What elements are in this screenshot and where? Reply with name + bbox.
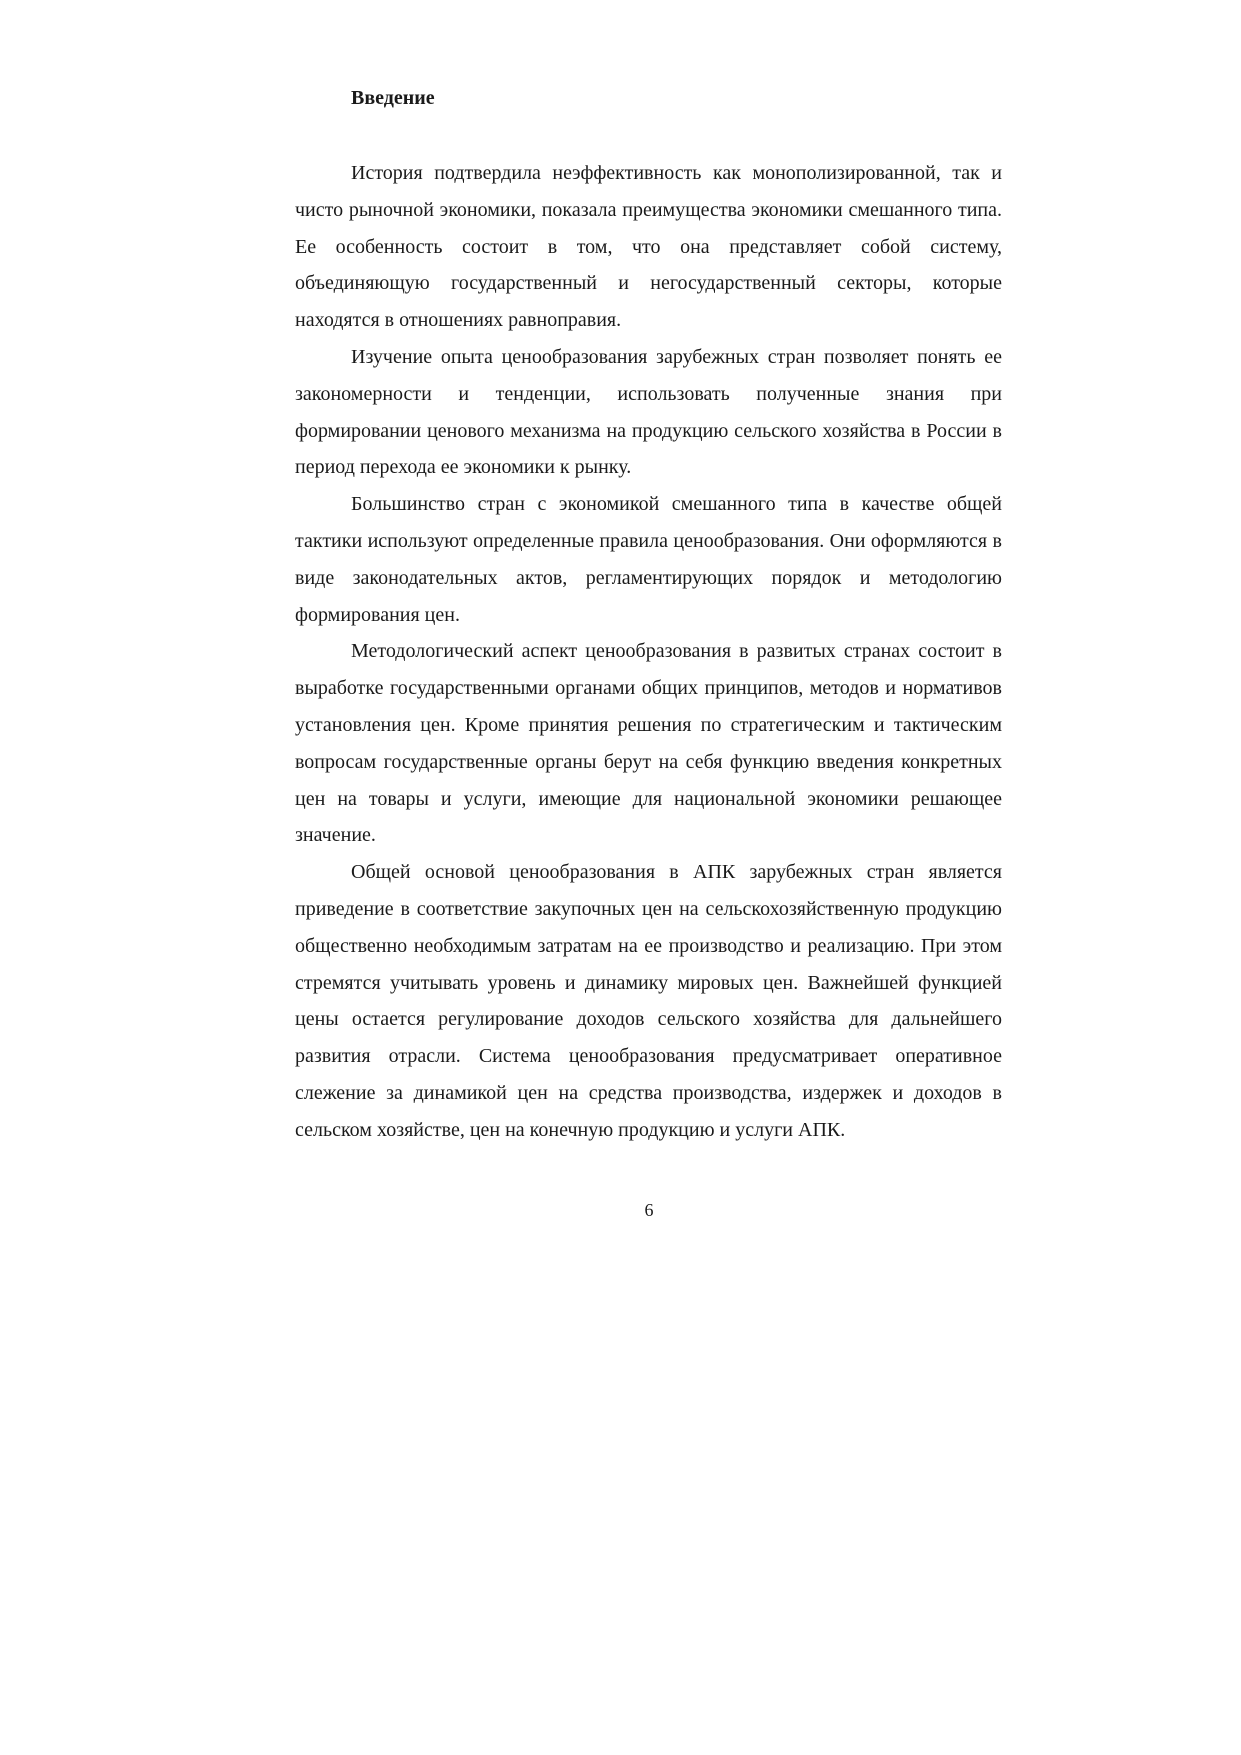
paragraph-1: История подтвердила неэффективность как монополизированной, так и чисто рыночной экономики, показала преимущества экономики смешанного типа. Ее особенность состоит в том, что она представляет собой систему, объединяющую государственный и негосударственный секторы, которые находятся в отношениях равноправия. — [295, 162, 1002, 332]
page-number: 6 — [644, 1200, 654, 1220]
paragraph-3: Большинство стран с экономикой смешанного типа в качестве общей тактики используют определенные правила ценообразования. Они оформляются в виде законодательных актов, регламентирующих порядок и методологию формирования цен. — [295, 493, 1002, 626]
paragraph-2: Изучение опыта ценообразования зарубежных стран позволяет понять ее закономерности и тенденции, использовать полученные знания при формировании ценового механизма на продукцию сельского хозяйства в России в период перехода ее экономики к рынку. — [295, 345, 1002, 479]
paragraph-4: Методологический аспект ценообразования в развитых странах состоит в выработке государственными органами общих принципов, методов и нормативов установления цен. Кроме принятия решения по стратегическим и тактическим вопросам государственные органы берут на себя функцию введения конкретных цен на товары и услуги, имеющие для национальной экономики решающее значение. — [295, 640, 1002, 847]
section-heading: Введение — [351, 87, 435, 109]
paragraph-5: Общей основой ценообразования в АПК зарубежных стран является приведение в соответствие закупочных цен на сельскохозяйственную продукцию общественно необходимым затратам на ее производство и реализацию. При этом стремятся учитывать уровень и динамику мировых цен. Важнейшей функцией цены остается регулирование доходов сельского хозяйства для дальнейшего развития отрасли. Система ценообразования предусматривает оперативное слежение за динамикой цен на средства производства, издержек и доходов в сельском хозяйстве, цен на конечную продукцию и услуги АПК. — [295, 861, 1002, 1141]
body-text — [295, 155, 1002, 1149]
